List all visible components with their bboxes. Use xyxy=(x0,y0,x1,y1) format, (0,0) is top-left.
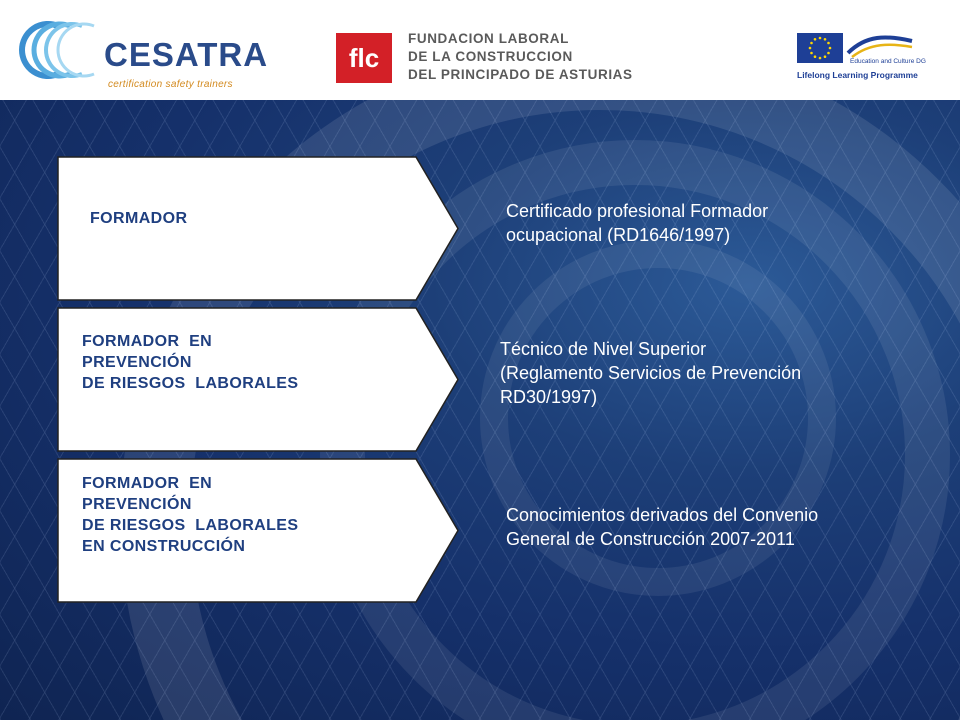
cesatra-swirl-icon xyxy=(12,14,112,84)
fundacion-line-3: DEL PRINCIPADO DE ASTURIAS xyxy=(408,67,633,82)
eu-dg-text: Education and Culture DG xyxy=(850,58,926,65)
header-logo-bar xyxy=(0,0,960,100)
lifelong-learning-swoosh-icon xyxy=(846,33,914,59)
role-label: FORMADOR EN PREVENCIÓN DE RIESGOS LABORALES EN CONSTRUCCIÓN xyxy=(82,475,299,555)
requirement-description: Técnico de Nivel Superior (Reglamento Servicios de Prevención RD30/1997) xyxy=(500,339,802,407)
fundacion-line-1: FUNDACION LABORAL xyxy=(408,31,569,46)
role-label: FORMADOR xyxy=(90,210,188,227)
cesatra-logo xyxy=(12,18,269,90)
role-label: FORMADOR EN PREVENCIÓN DE RIESGOS LABORALES xyxy=(82,333,299,392)
eu-programme-text: Lifelong Learning Programme xyxy=(797,70,918,80)
fundacion-line-2: DE LA CONSTRUCCION xyxy=(408,49,573,64)
requirement-description: Conocimientos derivados del Convenio General de Construcción 2007-2011 xyxy=(506,505,819,549)
eu-flag-icon xyxy=(797,33,843,63)
cesatra-name: CESATRA xyxy=(104,36,269,73)
qualification-row-prl-construccion xyxy=(0,458,960,603)
fundacion-name xyxy=(408,30,633,84)
qualification-row-prl xyxy=(0,307,960,452)
qualification-row-formador xyxy=(0,156,960,301)
requirement-description: Certificado profesional Formador ocupacional (RD1646/1997) xyxy=(506,201,769,245)
cesatra-tagline: certification safety trainers xyxy=(108,79,233,90)
flc-logo-mark: flc xyxy=(336,33,392,83)
